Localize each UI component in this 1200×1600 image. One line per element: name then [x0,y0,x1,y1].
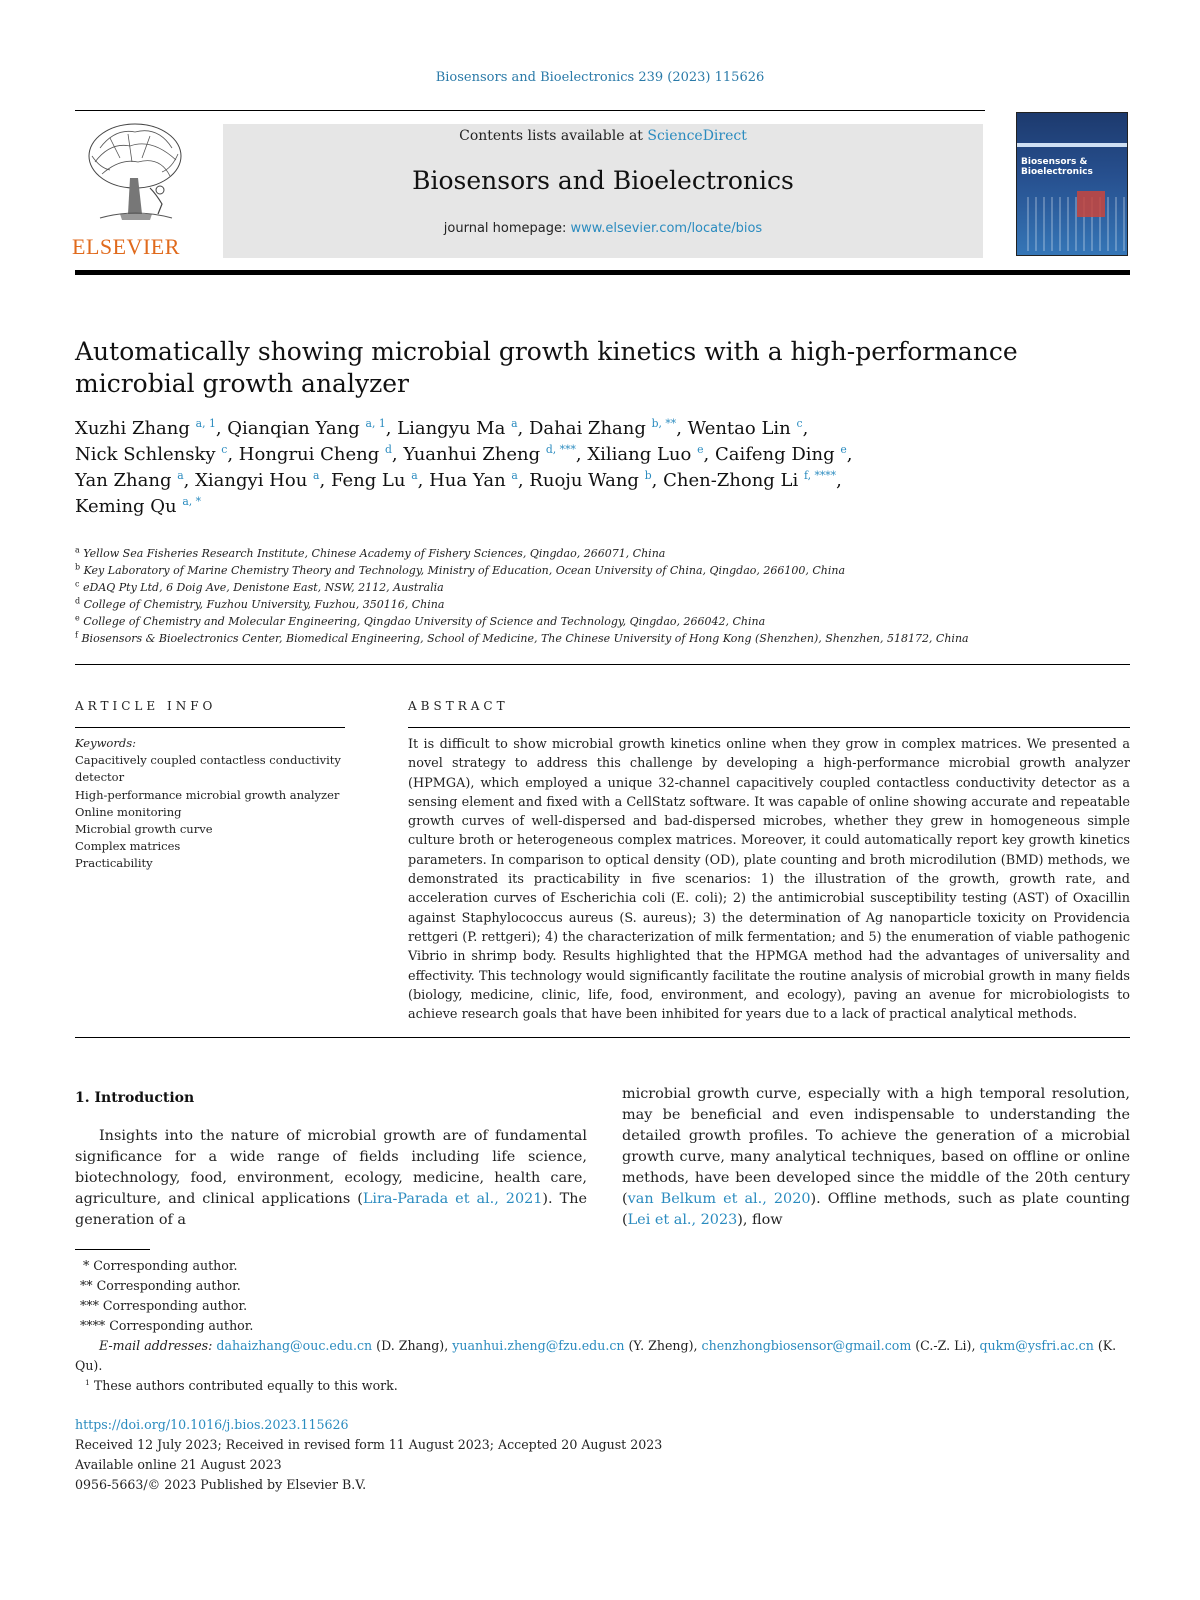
affiliation-label: a [75,545,80,555]
author-affiliation-marker[interactable]: a [411,469,418,482]
corresponding-note: *** Corresponding author. [80,1298,248,1313]
keyword-item: Online monitoring [75,804,182,819]
keyword-item: High-performance microbial growth analyzer [75,787,340,802]
author-affiliation-marker[interactable]: a, * [182,495,202,508]
author-affiliation-marker[interactable]: a, 1 [365,417,386,430]
elsevier-logo[interactable] [72,118,200,258]
article-metadata [75,1415,975,1495]
email-link[interactable]: dahaizhang@ouc.edu.cn [216,1338,373,1353]
journal-citation-line[interactable]: Biosensors and Bioelectronics 239 (2023) 115626 [435,70,765,85]
author-name[interactable]: Qianqian Yang [227,418,360,439]
author-name[interactable]: Yan Zhang [75,470,172,491]
journal-banner [223,124,983,258]
citation-link[interactable]: van Belkum et al., 2020 [627,1191,811,1207]
header-rule [75,110,985,111]
email-owner: (K. Qu). [75,1338,1117,1373]
email-owner: (D. Zhang), [372,1338,453,1353]
keywords-list [75,735,355,873]
author-name[interactable]: Hua Yan [429,470,506,491]
footnote-rule [75,1249,150,1250]
keyword-item: Practicability [75,856,153,871]
author-affiliation-marker[interactable]: d, *** [545,443,576,456]
corresponding-note: **** Corresponding author. [80,1318,254,1333]
abstract-end-rule [75,1037,1130,1038]
email-addresses: E-mail addresses: dahaizhang@ouc.edu.cn (D. Zhang), yuanhui.zheng@fzu.edu.cn (Y. Zheng), chenzhongbiosensor@gmail.com (C.-Z. Li), qukm@ysfri.ac.cn (K. Qu). [75,1338,1117,1373]
author-name[interactable]: Ruoju Wang [529,470,639,491]
abstract-rule [408,727,1130,728]
email-owner: (Y. Zheng), [624,1338,702,1353]
author-affiliation-marker[interactable]: b, ** [651,417,677,430]
sciencedirect-link[interactable]: ScienceDirect [647,128,747,144]
author-name[interactable]: Liangyu Ma [397,418,506,439]
author-affiliation-marker[interactable]: e [840,443,847,456]
journal-homepage-line: journal homepage: www.elsevier.com/locate/bios [443,221,763,236]
equal-contribution-note: $^1$ These authors contributed equally to this work. [85,1377,398,1393]
keyword-item: detector [75,770,125,785]
corresponding-note: ** Corresponding author. [80,1278,241,1293]
copyright-line: 0956-5663/© 2023 Published by Elsevier B.V. [75,1477,367,1492]
article-title [75,336,1135,400]
doi-link[interactable]: https://doi.org/10.1016/j.bios.2023.115626 [75,1417,349,1432]
keywords-label: Keywords: [75,736,136,750]
affiliation-item [75,596,1135,613]
citation-link[interactable]: Lei et al., 2023 [627,1212,738,1228]
author-name[interactable]: Chen-Zhong Li [663,470,799,491]
title-line: microbial growth analyzer [75,369,409,398]
affiliation-text: College of Chemistry and Molecular Engineering, Qingdao University of Science and Technology, Qingdao, 266042, China [83,615,766,628]
author-affiliation-marker[interactable]: c [221,443,228,456]
affiliation-item [75,545,1135,562]
intro-left-column: Insights into the nature of microbial growth are of fundamental significance for a wide range of fields including life science, biotechnology, food, environment, ecology, medicine, health care, agriculture, and clinical applications (Lira-Parada et al., 2021). The generation of a [75,1128,587,1228]
author-list: Xuzhi Zhang $^{a, 1}$, Qianqian Yang $^{a, 1}$, Liangyu Ma $^a$, Dahai Zhang $^{b, **}$, Wentao Lin $^c$, Nick Schlensky $^c$, Hongrui Cheng $^d$, Yuanhui Zheng $^{d, ***}$, Xiliang Luo $^e$, Caifeng Ding $^e$, Yan Zhang $^a$, Xiangyi Hou $^a$, Feng Lu $^a$, Hua Yan $^a$, Ruoju Wang $^b$, Chen-Zhong Li $^{f, ****}$, Keming Qu $^{a, *}$ [75,417,853,517]
author-affiliation-marker[interactable]: e [697,443,704,456]
citation-link[interactable]: Lira-Parada et al., 2021 [362,1191,543,1207]
corresponding-note: * Corresponding author. [83,1258,238,1273]
affiliation-label: d [75,596,81,606]
author-affiliation-marker[interactable]: f, **** [804,469,837,482]
cover-title: Biosensors & Bioelectronics [1021,157,1093,177]
author-name[interactable]: Caifeng Ding [714,444,835,465]
author-affiliation-marker[interactable]: a [313,469,320,482]
affiliation-text: Yellow Sea Fisheries Research Institute, Chinese Academy of Fishery Sciences, Qingdao, 266071, China [83,547,666,560]
author-affiliation-marker[interactable]: a [511,417,518,430]
author-name[interactable]: Yuanhui Zheng [403,444,541,465]
author-name[interactable]: Keming Qu [75,496,177,517]
affiliation-label: b [75,562,81,572]
affiliation-item [75,579,1135,596]
header-thick-rule [75,270,1130,275]
journal-cover-image[interactable] [1016,112,1128,256]
author-name[interactable]: Wentao Lin [687,418,791,439]
footnotes [75,1256,1130,1396]
affiliation-label: c [75,579,80,589]
keyword-item: Microbial growth curve [75,822,213,837]
author-affiliation-marker[interactable]: d [385,443,392,456]
author-name[interactable]: Xuzhi Zhang [75,418,190,439]
keyword-item: Capacitively coupled contactless conductivity [75,753,341,768]
journal-homepage-link[interactable]: www.elsevier.com/locate/bios [570,221,763,236]
affiliation-item [75,630,1135,647]
author-name[interactable]: Xiliang Luo [587,444,692,465]
author-affiliation-marker[interactable]: a [511,469,518,482]
author-affiliation-marker[interactable]: c [796,417,803,430]
affiliation-item [75,562,1135,579]
keyword-item: Complex matrices [75,839,181,854]
email-link[interactable]: yuanhui.zheng@fzu.edu.cn [452,1338,625,1353]
received-dates: Received 12 July 2023; Received in revised form 11 August 2023; Accepted 20 August 2023 [75,1437,663,1452]
affiliation-text: Key Laboratory of Marine Chemistry Theory and Technology, Ministry of Education, Ocean University of China, Qingdao, 266100, China [83,564,846,577]
article-info-rule [75,727,345,728]
author-name[interactable]: Feng Lu [330,470,406,491]
affiliation-label: f [75,630,78,640]
elsevier-tree-icon [80,118,190,226]
affiliation-label: e [75,613,80,623]
author-name[interactable]: Nick Schlensky [75,444,216,465]
cover-accent [1077,191,1105,217]
author-name[interactable]: Hongrui Cheng [238,444,380,465]
author-name[interactable]: Dahai Zhang [528,418,646,439]
author-name[interactable]: Xiangyi Hou [195,470,308,491]
available-online: Available online 21 August 2023 [75,1457,282,1472]
email-owner: (C.-Z. Li), [911,1338,980,1353]
cover-band [1017,143,1128,147]
journal-title[interactable]: Biosensors and Bioelectronics [412,166,794,195]
author-affiliation-marker[interactable]: b [644,469,652,482]
title-line: Automatically showing microbial growth kinetics with a high-performance [75,337,1018,366]
article-info-heading: ARTICLE INFO [75,699,217,713]
email-link[interactable]: chenzhongbiosensor@gmail.com [701,1338,912,1353]
abstract-heading: ABSTRACT [408,699,509,713]
section-rule [75,664,1130,665]
affiliation-list [75,545,1135,647]
cover-graphic [1027,197,1125,251]
affiliation-item [75,613,1135,630]
affiliation-text: Biosensors & Bioelectronics Center, Biomedical Engineering, School of Medicine, The Chinese University of Hong Kong (Shenzhen), Shenzhen, 518172, China [81,632,969,645]
author-affiliation-marker[interactable]: a, 1 [195,417,216,430]
introduction-heading: 1. Introduction [75,1090,195,1106]
publisher-wordmark: ELSEVIER [72,234,180,259]
keyword-items [75,752,355,872]
intro-right-column: microbial growth curve, especially with a high temporal resolution, may be beneficial and even indispensable to understanding the detailed growth profiles. To achieve the generation of a microbial growth curve, many analytical techniques, based on offline or online methods, have been developed since the middle of the 20th century (van Belkum et al., 2020). Offline methods, such as plate counting (Lei et al., 2023), flow [622,1086,1131,1228]
affiliation-text: eDAQ Pty Ltd, 6 Doig Ave, Denistone East, NSW, 2112, Australia [82,581,444,594]
author-affiliation-marker[interactable]: a [177,469,184,482]
email-link[interactable]: qukm@ysfri.ac.cn [979,1338,1094,1353]
contents-available-line: Contents lists available at ScienceDirect [459,128,747,144]
affiliation-text: College of Chemistry, Fuzhou University, Fuzhou, 350116, China [83,598,445,611]
abstract-text: It is difficult to show microbial growth kinetics online when they grow in complex matrices. We presented a novel strategy to address this challenge by developing a high-performance microbial growth analyzer (HPMGA), which employed a unique 32-channel capacitively coupled contactless conductivity detector as a sensing element and fixed with a CellStatz software. It was capable of online showing accurate and repeatable growth curves of well-dispersed and bad-dispersed microbes, whether they grew in homogeneous simple culture broth or heterogeneous complex matrices. Moreover, it could automatically report key growth kinetics parameters. In comparison to optical density (OD), plate counting and broth microdilution (BMD) methods, we demonstrated its practicability in five scenarios: 1) the illustration of the growth, growth rate, and acceleration curves of Escherichia coli (E. coli); 2) the antimicrobial susceptibility testing (AST) of Oxacillin against Staphylococcus aureus (S. aureus); 3) the determination of Ag nanoparticle toxicity on Providencia rettgeri (P. rettgeri); 4) the characterization of milk fermentation; and 5) the enumeration of viable pathogenic Vibrio in shrimp body. Results highlighted that the HPMGA method had the advantages of universality and effectivity. This technology would significantly facilitate the routine analysis of microbial growth in many fields (biology, medicine, clinic, life, food, environment, and ecology), paving an avenue for microbiologists to achieve research goals that have been inhibited for years due to a lack of practical analytical methods. [408,737,1130,1023]
